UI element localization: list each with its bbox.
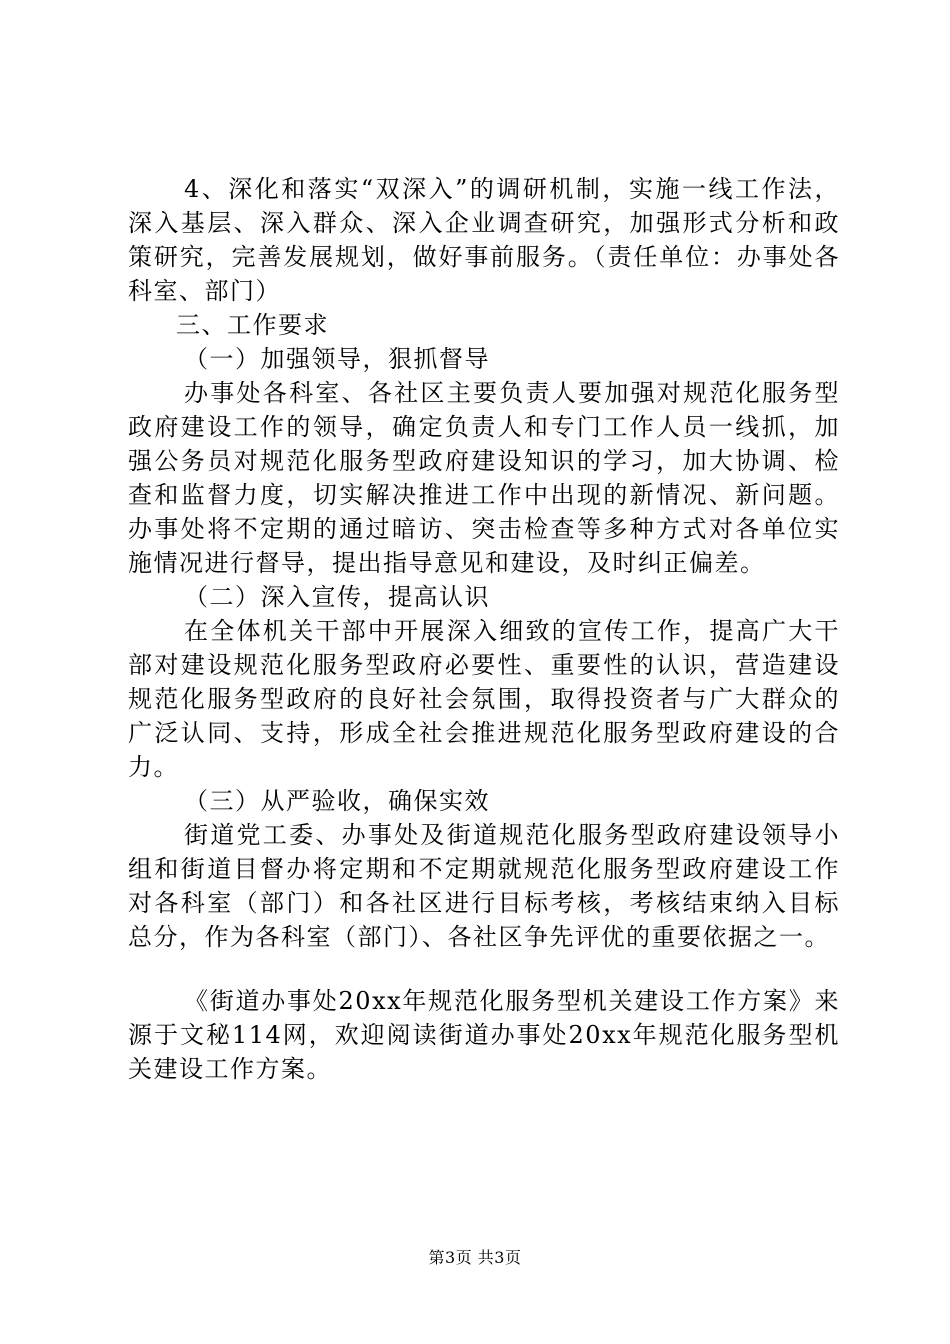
sub-heading-leadership: （一）加强领导，狠抓督导	[184, 345, 490, 373]
paragraph-source-note: 《街道办事处20xx年规范化服务型机关建设工作方案》来源于文秘114网，欢迎阅读街道办事处20xx年规范化服务型机关建设工作方案。	[128, 987, 840, 1083]
section-heading-requirements: 三、工作要求	[176, 311, 329, 339]
document-body	[128, 172, 840, 1086]
paragraph-spacer	[128, 954, 840, 984]
page-number-footer: 第3页 共3页	[428, 1248, 522, 1267]
paragraph-publicity: 在全体机关干部中开展深入细致的宣传工作，提高广大干部对建设规范化服务型政府必要性、重要性的认识，营造建设规范化服务型政府的良好社会氛围，取得投资者与广大群众的广泛认同、支持，形成全社会推进规范化服务型政府建设的合力。	[128, 617, 840, 781]
paragraph-leadership: 办事处各科室、各社区主要负责人要加强对规范化服务型政府建设工作的领导，确定负责人和专门工作人员一线抓，加强公务员对规范化服务型政府建设知识的学习，加大协调、检查和监督力度，切实解决推进工作中出现的新情况、新问题。办事处将不定期的通过暗访、突击检查等多种方式对各单位实施情况进行督导，提出指导意见和建设，及时纠正偏差。	[128, 379, 840, 577]
sub-heading-publicity: （二）深入宣传，提高认识	[184, 583, 490, 611]
sub-heading-acceptance: （三）从严验收，确保实效	[184, 787, 490, 815]
paragraph-item-4: 4、深化和落实“双深入”的调研机制，实施一线工作法，深入基层、深入群众、深入企业调查研究，加强形式分析和政策研究，完善发展规划，做好事前服务。（责任单位：办事处各科室、部门）	[128, 175, 840, 305]
paragraph-acceptance: 街道党工委、办事处及街道规范化服务型政府建设领导小组和街道目督办将定期和不定期就规范化服务型政府建设工作对各科室（部门）和各社区进行目标考核，考核结束纳入目标总分，作为各科室（部门）、各社区争先评优的重要依据之一。	[128, 821, 840, 951]
